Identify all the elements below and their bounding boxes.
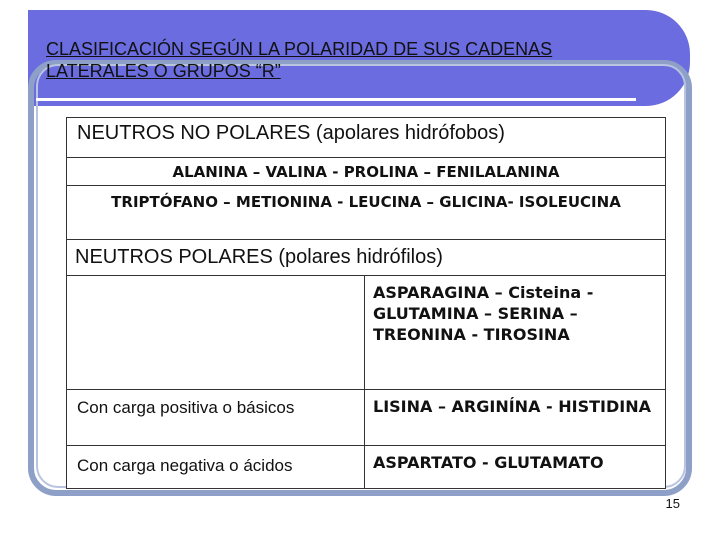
negative-charge-row: [67, 446, 665, 488]
polar-row: [67, 276, 665, 390]
page-number: 15: [665, 496, 680, 511]
polar-row-label: [67, 276, 365, 389]
negative-charge-label: Con carga negativa o ácidos: [67, 446, 365, 488]
positive-charge-row: [67, 390, 665, 446]
nonpolar-row-1: ALANINA – VALINA - PROLINA – FENILALANINA: [67, 158, 665, 186]
classification-table: [66, 117, 666, 489]
nonpolar-header: NEUTROS NO POLARES (apolares hidrófobos): [67, 118, 665, 158]
slide-title: [46, 38, 666, 82]
nonpolar-row-2: TRIPTÓFANO – METIONINA - LEUCINA – GLICINA- ISOLEUCINA: [67, 186, 665, 240]
slide-title-line-1: CLASIFICACIÓN SEGÚN LA POLARIDAD DE SUS CADENAS: [46, 39, 553, 59]
negative-charge-values: ASPARTATO - GLUTAMATO: [373, 453, 604, 472]
positive-charge-values: LISINA – ARGINÍNA - HISTIDINA: [373, 397, 651, 416]
positive-charge-label: Con carga positiva o básicos: [67, 390, 365, 445]
polar-row-values: ASPARAGINA – Cisteina - GLUTAMINA – SERINA – TREONINA - TIROSINA: [373, 283, 594, 344]
slide-title-line-2: LATERALES O GRUPOS “R”: [46, 61, 281, 81]
title-underline-rule: [36, 98, 636, 101]
polar-header: NEUTROS POLARES (polares hidrófilos): [67, 240, 665, 276]
